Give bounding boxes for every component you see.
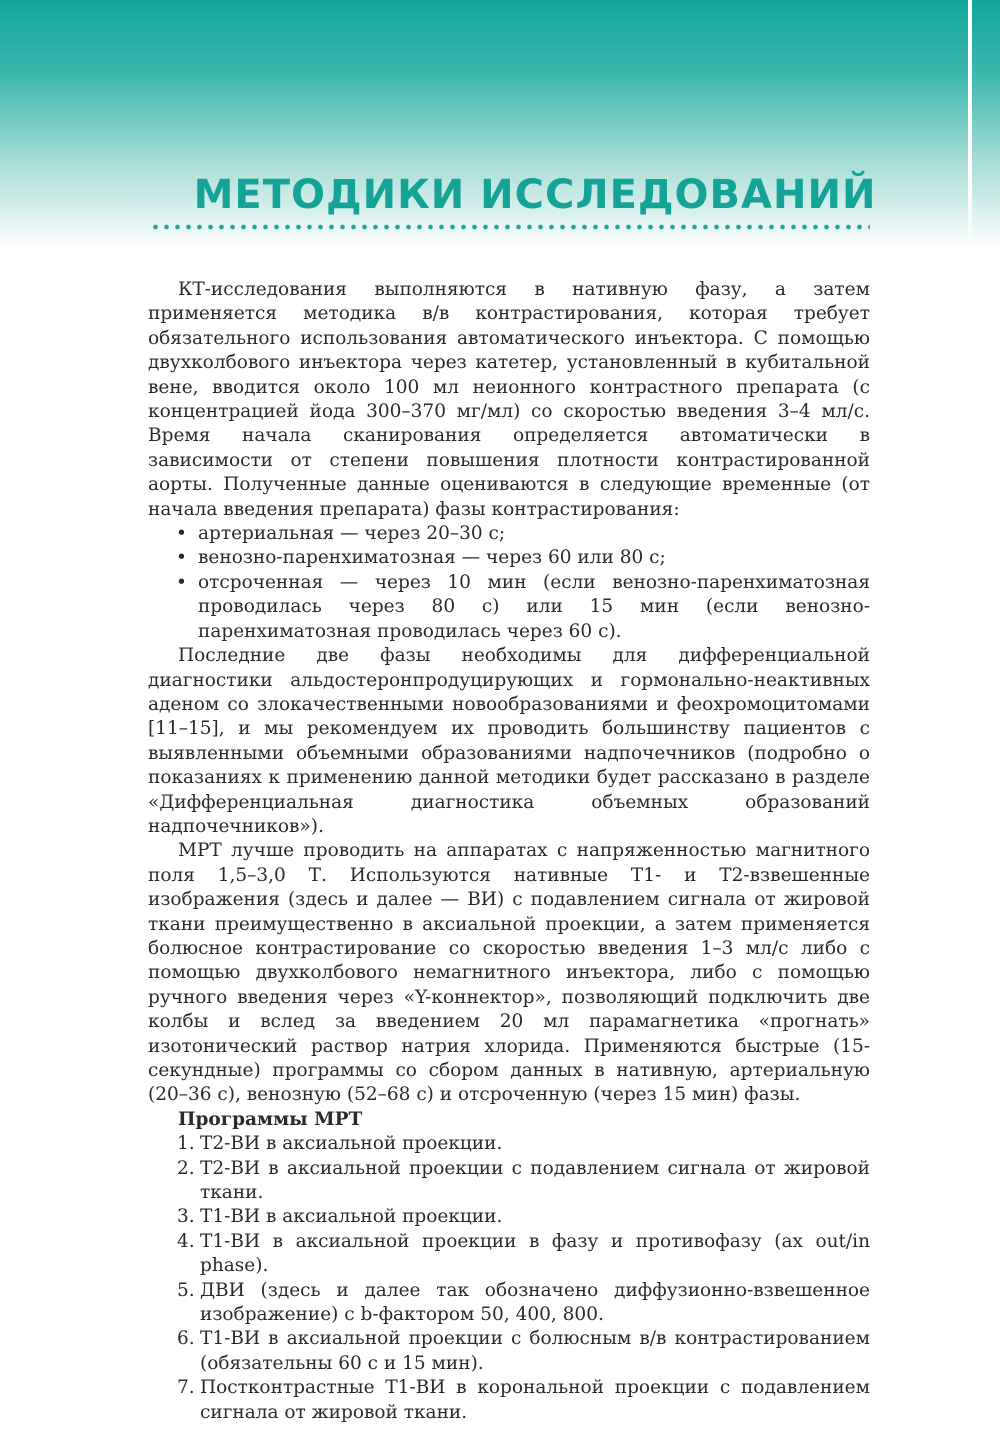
item-text: ДВИ (здесь и далее так обозначено диффузионно-взвешенное изображение) с b-фактором 50, 400, 800. bbox=[200, 1279, 870, 1326]
list-item bbox=[177, 1376, 870, 1425]
list-item bbox=[177, 1279, 870, 1328]
bullet-icon: • bbox=[176, 523, 187, 545]
page-edge-line bbox=[968, 0, 972, 270]
list-item bbox=[176, 546, 870, 570]
paragraph-phases-purpose: Последние две фазы необходимы для дифференциальной диагностики альдостеронпродуцирующих и гормонально-неактивных аденом со злокачественными новообразованиями и феохромоцитомами [11–15], и мы рекомендуем их проводить большинству пациентов с выявленными объемными образованиями надпочечников (подробно о показаниях к применению данной методики будет рассказано в разделе «Дифференциальная диагностика объемных образований надпочечников»). bbox=[148, 645, 870, 837]
paragraph-mri-method: МРТ лучше проводить на аппаратах с напряженностью магнитного поля 1,5–3,0 Т. Используются нативные Т1- и Т2-взвешенные изображения (здесь и далее — ВИ) с подавлением сигнала от жировой ткани преимущественно в аксиальной проекции, а затем применяется болюсное контрастирование со скоростью введения 1–3 мл/с либо с помощью двухколбового немагнитного инъектора, либо с помощью ручного введения через «Y-коннектор», позволяющий подключить две колбы и вслед за введением 20 мл парамагнетика «прогнать» изотонический раствор натрия хлорида. Применяются быстрые (15-секундные) программы со сбором данных в нативную, артериальную (20–36 с), венозную (52–68 с) и отсроченную (через 15 мин) фазы. bbox=[148, 840, 870, 1106]
list-item bbox=[177, 1157, 870, 1206]
item-number: 6. bbox=[177, 1328, 195, 1350]
item-number: 3. bbox=[177, 1206, 195, 1228]
item-text: Т2-ВИ в аксиальной проекции. bbox=[200, 1133, 503, 1155]
phase-text: артериальная — через 20–30 с; bbox=[198, 523, 506, 545]
list-item bbox=[177, 1132, 870, 1156]
item-text: Т1-ВИ в аксиальной проекции в фазу и противофазу (ax out/in phase). bbox=[200, 1230, 870, 1277]
programs-heading: Программы МРТ bbox=[178, 1108, 363, 1130]
article-body bbox=[148, 278, 870, 1425]
item-number: 2. bbox=[177, 1157, 195, 1179]
item-text: Постконтрастные Т1-ВИ в корональной проекции с подавлением сигнала от жировой ткани. bbox=[200, 1377, 870, 1423]
list-item bbox=[177, 1205, 870, 1229]
list-item bbox=[176, 571, 870, 644]
phase-list bbox=[148, 522, 870, 644]
list-item bbox=[176, 522, 870, 546]
paragraph-ct-method: КТ-исследования выполняются в нативную фазу, а затем применяется методика в/в контрастирования, которая требует обязательного использования автоматического инъектора. С помощью двухколбового инъектора через катетер, установленный в кубитальной вене, вводится около 100 мл неионного контрастного препарата (с концентрацией йода 300–370 мг/мл) со скоростью введения 3–4 мл/с. Время начала сканирования определяется автоматически в зависимости от степени повышения плотности контрастированной аорты. Полученные данные оцениваются в следующие временные (от начала введения препарата) фазы контрастирования: bbox=[148, 279, 870, 520]
list-item bbox=[177, 1230, 870, 1279]
bullet-icon: • bbox=[176, 571, 187, 593]
list-item bbox=[177, 1327, 870, 1376]
title-dotted-divider bbox=[150, 222, 870, 232]
item-text: Т2-ВИ в аксиальной проекции с подавлением сигнала от жировой ткани. bbox=[200, 1157, 870, 1204]
item-number: 4. bbox=[177, 1230, 195, 1252]
item-text: Т1-ВИ в аксиальной проекции. bbox=[200, 1206, 503, 1228]
item-number: 7. bbox=[177, 1377, 195, 1399]
phase-text: отсроченная — через 10 мин (если венозно-паренхиматозная проводилась через 80 с) или 15 мин (если венозно-паренхиматозная проводилась через 60 с). bbox=[198, 571, 870, 642]
item-number: 5. bbox=[177, 1279, 195, 1301]
mri-programs-list bbox=[148, 1132, 870, 1425]
item-number: 1. bbox=[177, 1133, 195, 1155]
page-title: МЕТОДИКИ ИССЛЕДОВАНИЙ bbox=[193, 172, 877, 218]
bullet-icon: • bbox=[176, 547, 187, 569]
phase-text: венозно-паренхиматозная — через 60 или 80 с; bbox=[198, 547, 666, 569]
item-text: Т1-ВИ в аксиальной проекции с болюсным в/в контрастированием (обязательны 60 с и 15 мин). bbox=[200, 1328, 870, 1374]
